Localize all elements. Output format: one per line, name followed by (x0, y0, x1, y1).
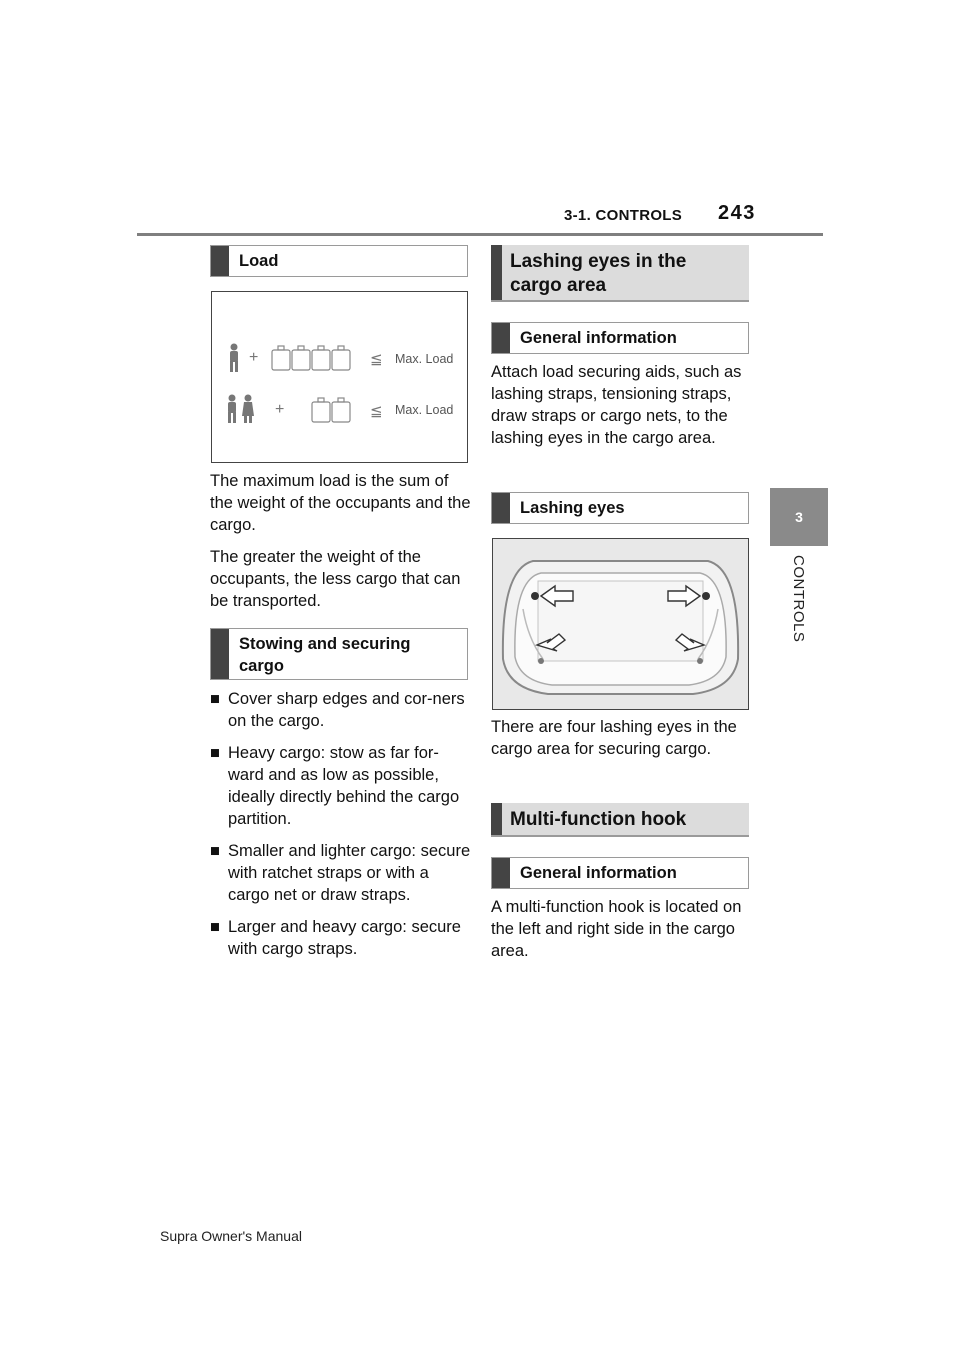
chapter-tab: 3 (770, 488, 828, 546)
svg-text:≦: ≦ (370, 350, 383, 368)
hook-section-heading (491, 803, 749, 837)
heading-marker (491, 245, 502, 300)
chapter-title: 3-1. CONTROLS (564, 207, 683, 224)
heading-marker (492, 493, 510, 523)
svg-text:+: + (249, 349, 259, 366)
general-info-heading (491, 322, 749, 354)
general-info-heading-2-text: General information (520, 864, 677, 882)
load-description (210, 470, 472, 622)
chapter-tab-label: CONTROLS (790, 555, 807, 643)
lashing-eyes-text: There are four lashing eyes in the cargo area for securing cargo. (491, 718, 737, 758)
max-load-label-1: Max. Load (395, 352, 454, 366)
max-load-label-2: Max. Load (395, 403, 454, 417)
load-heading-text: Load (239, 252, 279, 270)
heading-marker (491, 803, 502, 835)
lashing-eyes-heading-text: Lashing eyes (520, 499, 625, 517)
hook-section-heading-text: Multi-function hook (510, 809, 687, 830)
heading-marker (211, 246, 229, 276)
person-icon (230, 344, 238, 373)
header-divider (137, 233, 823, 236)
lashing-eyes-heading (491, 492, 749, 524)
lashing-section-heading-text: Lashing eyes in the cargo area (510, 251, 687, 296)
stowing-heading-text: Stowing and securing cargo (239, 635, 411, 675)
two-persons-icon (228, 395, 254, 424)
stowing-heading (210, 628, 468, 680)
lashing-eye-icon (538, 658, 544, 664)
cargo-boxes-small-icon (312, 398, 350, 422)
cargo-boxes-icon (272, 346, 350, 370)
page-number: 243 (718, 202, 756, 224)
list-item: ■ Smaller and lighter cargo: secure with ratchet straps or with a cargo net or draw straps. (210, 842, 471, 904)
manual-title: Supra Owner's Manual (160, 1228, 302, 1244)
svg-text:≦: ≦ (370, 402, 383, 420)
hook-text: A multi-function hook is located on the left and right side in the cargo area. (491, 898, 742, 960)
bullet-icon: ■ (210, 690, 220, 708)
svg-text:+: + (275, 401, 285, 418)
general-info-heading-2 (491, 857, 749, 889)
lashing-eye-icon (531, 592, 539, 600)
cargo-area-illustration (493, 539, 748, 709)
bullet-icon: ■ (210, 842, 220, 860)
load-paragraph-2: The greater the weight of the occupants, the less cargo that can be transported. (210, 548, 461, 610)
load-paragraph-1: The maximum load is the sum of the weight of the occupants and the cargo. (210, 472, 471, 534)
heading-marker (492, 323, 510, 353)
load-heading (210, 245, 468, 277)
heading-marker (492, 858, 510, 888)
max-load-figure (211, 291, 468, 463)
lashing-eyes-figure (492, 538, 749, 710)
lashing-eye-icon (697, 658, 703, 664)
heading-marker (211, 629, 229, 679)
list-item: ■ Larger and heavy cargo: secure with cargo straps. (210, 918, 461, 958)
lashing-eye-icon (702, 592, 710, 600)
general-info-heading-text: General information (520, 329, 677, 347)
list-item: ■ Cover sharp edges and cor-ners on the cargo. (210, 690, 465, 730)
list-item: ■ Heavy cargo: stow as far for-ward and as low as possible, ideally directly behind the cargo partition. (210, 744, 460, 828)
bullet-icon: ■ (210, 918, 220, 936)
general-info-text: Attach load securing aids, such as lashing straps, tensioning straps, draw straps or cargo nets, to the lashing eyes in the cargo area. (491, 363, 742, 447)
bullet-icon: ■ (210, 744, 220, 762)
lashing-section-heading (491, 245, 749, 302)
max-load-illustration (212, 292, 467, 462)
stowing-bullet-list (210, 688, 472, 970)
